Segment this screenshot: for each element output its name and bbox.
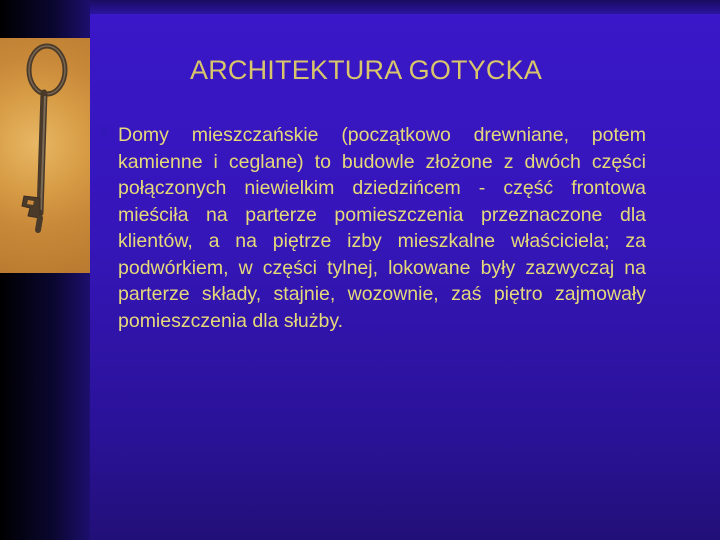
bullet-icon: [100, 127, 108, 135]
key-icon: [0, 38, 90, 273]
key-photo: [0, 38, 90, 273]
slide-body-text: Domy mieszczańskie (początkowo drewniane, potem kamienne i ceglane) to budowle złożone z dwóch części połączonych niewielkim dziedzińcem - część frontowa mieściła na parterze pomieszczenia przeznaczone dla klientów, a na piętrze izby mieszkalne właściciela; za podwórkiem, w części tylnej, lokowane były zazwyczaj na parterze składy, stajnie, wozownie, zaś piętro zajmowały pomieszczenia dla służby.: [118, 124, 646, 332]
top-border: [90, 0, 720, 14]
slide-title: ARCHITEKTURA GOTYCKA: [190, 55, 543, 85]
